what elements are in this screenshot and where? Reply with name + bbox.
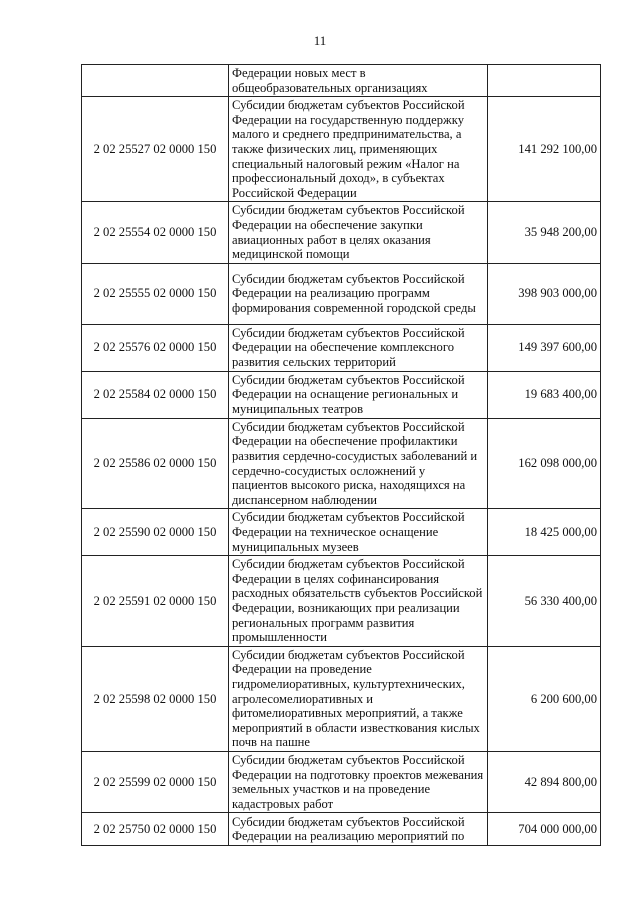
description-text: Субсидии бюджетам субъектов Российской Федерации на обеспечение профилактики развития сердечно-сосудистых заболеваний и сердечно-сосудистых осложнений у пациентов высокого риска, находящихся на диспансерном наблюдении xyxy=(232,419,478,507)
page-number: 11 xyxy=(313,33,327,48)
budget-description xyxy=(229,324,488,371)
description-text: Субсидии бюджетам субъектов Российской Федерации на оснащение региональных и муниципальных театров xyxy=(232,372,465,417)
budget-description xyxy=(229,556,488,647)
budget-amount xyxy=(488,65,601,97)
budget-amount: 56 330 400,00 xyxy=(488,556,601,647)
table-row xyxy=(82,646,601,751)
budget-code: 2 02 25599 02 0000 150 xyxy=(82,752,229,813)
budget-description xyxy=(229,263,488,324)
budget-amount: 6 200 600,00 xyxy=(488,646,601,751)
table-row xyxy=(82,324,601,371)
budget-code: 2 02 25586 02 0000 150 xyxy=(82,418,229,509)
budget-description xyxy=(229,65,488,97)
description-text: Субсидии бюджетам субъектов Российской Федерации на техническое оснащение муниципальных музеев xyxy=(232,510,465,554)
description-text: Субсидии бюджетам субъектов Российской Федерации на проведение гидромелиоративных, культуртехнических, агролесомелиоративных и фитомелиоративных мероприятий, а также мероприятий в области известкования кислых почв на пашне xyxy=(232,647,480,750)
budget-amount: 704 000 000,00 xyxy=(488,813,601,846)
table-row xyxy=(82,509,601,556)
description-text: Субсидии бюджетам субъектов Российской Федерации в целях софинансирования расходных обязательств субъектов Российской Федерации, возникающих при реализации региональных программ развития промышленности xyxy=(232,557,483,645)
budget-code: 2 02 25527 02 0000 150 xyxy=(82,97,229,202)
description-text: Субсидии бюджетам субъектов Российской Федерации на реализацию программ формирования современной городской среды xyxy=(232,271,476,316)
description-text: Субсидии бюджетам субъектов Российской Федерации на обеспечение комплексного развития сельских территорий xyxy=(232,325,465,370)
budget-description xyxy=(229,418,488,509)
budget-description xyxy=(229,752,488,813)
description-text: Субсидии бюджетам субъектов Российской Федерации на обеспечение закупки авиационных работ в целях оказания медицинской помощи xyxy=(232,203,465,262)
budget-amount: 141 292 100,00 xyxy=(488,97,601,202)
budget-amount: 18 425 000,00 xyxy=(488,509,601,556)
description-text: Субсидии бюджетам субъектов Российской Федерации на реализацию мероприятий по xyxy=(232,814,465,844)
budget-description xyxy=(229,202,488,263)
budget-amount: 42 894 800,00 xyxy=(488,752,601,813)
table-row xyxy=(82,813,601,846)
budget-code xyxy=(82,65,229,97)
budget-code: 2 02 25598 02 0000 150 xyxy=(82,646,229,751)
budget-description xyxy=(229,371,488,418)
budget-description xyxy=(229,509,488,556)
budget-code: 2 02 25591 02 0000 150 xyxy=(82,556,229,647)
budget-code: 2 02 25584 02 0000 150 xyxy=(82,371,229,418)
budget-description xyxy=(229,97,488,202)
table-row xyxy=(82,97,601,202)
budget-amount: 162 098 000,00 xyxy=(488,418,601,509)
description-text: Федерации новых мест в общеобразовательных организациях xyxy=(232,66,428,95)
description-text: Субсидии бюджетам субъектов Российской Федерации на государственную поддержку малого и среднего предпринимательства, а также физических лиц, применяющих специальный налоговый режим «Налог на профессиональный доход», в субъектах Российской Федерации xyxy=(232,98,465,200)
budget-code: 2 02 25590 02 0000 150 xyxy=(82,509,229,556)
budget-description xyxy=(229,813,488,846)
table-row xyxy=(82,65,601,97)
table-row xyxy=(82,202,601,263)
budget-amount: 19 683 400,00 xyxy=(488,371,601,418)
budget-amount: 398 903 000,00 xyxy=(488,263,601,324)
table-row xyxy=(82,556,601,647)
table-row xyxy=(82,371,601,418)
budget-table xyxy=(81,64,601,846)
table-row xyxy=(82,263,601,324)
budget-code: 2 02 25554 02 0000 150 xyxy=(82,202,229,263)
budget-code: 2 02 25555 02 0000 150 xyxy=(82,263,229,324)
description-text: Субсидии бюджетам субъектов Российской Федерации на подготовку проектов межевания земельных участков и на проведение кадастровых работ xyxy=(232,753,484,811)
table-row xyxy=(82,418,601,509)
budget-amount: 149 397 600,00 xyxy=(488,324,601,371)
budget-code: 2 02 25576 02 0000 150 xyxy=(82,324,229,371)
table-row xyxy=(82,752,601,813)
budget-amount: 35 948 200,00 xyxy=(488,202,601,263)
budget-code: 2 02 25750 02 0000 150 xyxy=(82,813,229,846)
budget-description xyxy=(229,646,488,751)
